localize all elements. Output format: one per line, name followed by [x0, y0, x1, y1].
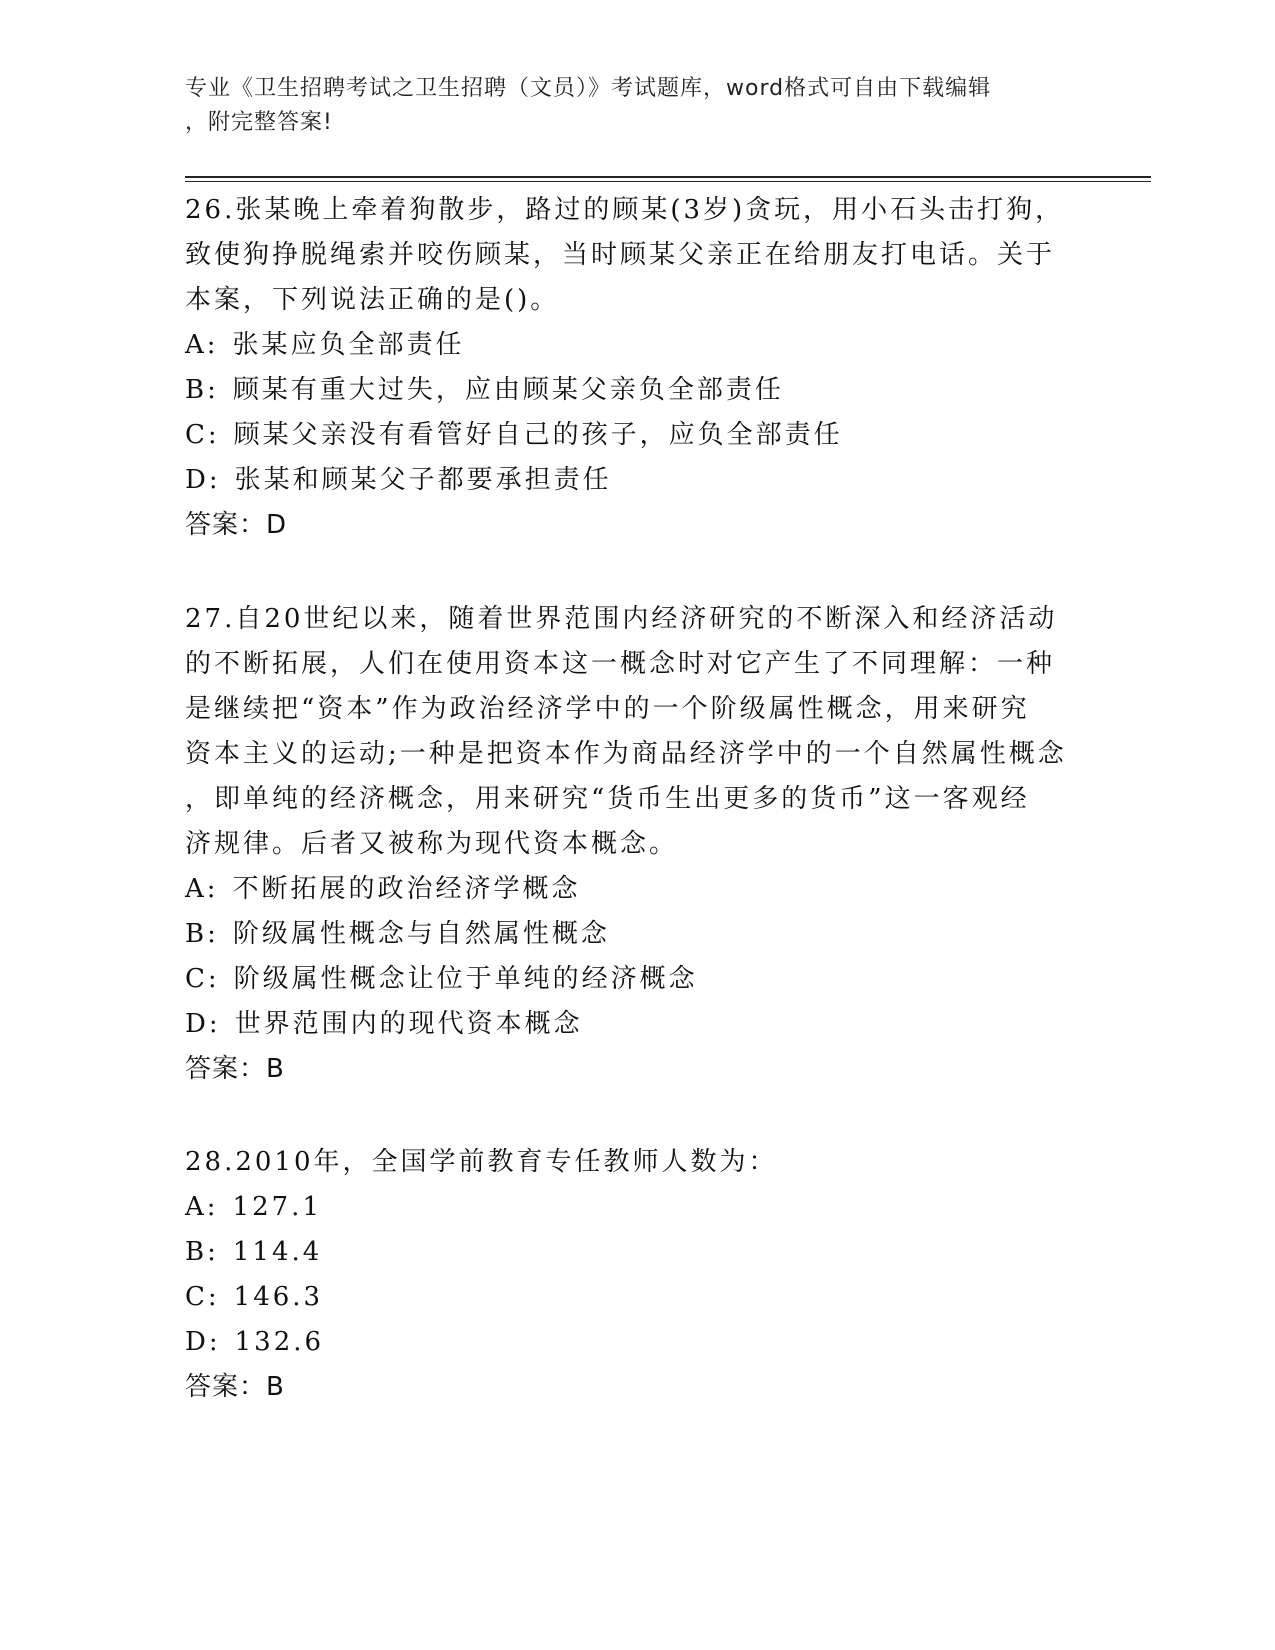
option-letter: A:	[185, 330, 219, 360]
option-text: 顾某有重大过失，应由顾某父亲负全部责任	[232, 375, 784, 405]
option-letter: B:	[185, 1237, 219, 1267]
option-a	[185, 1185, 1065, 1230]
option-letter: B:	[185, 375, 219, 405]
question-26	[185, 188, 1065, 548]
stem-line: 26.张某晚上牵着狗散步，路过的顾某(3岁)贪玩，用小石头击打狗，	[185, 195, 1065, 225]
option-b	[185, 368, 1065, 413]
option-a	[185, 323, 1065, 368]
header-line: ，附完整答案!	[185, 110, 333, 135]
option-a	[185, 867, 1065, 912]
question-stem	[185, 597, 1065, 867]
option-b	[185, 912, 1065, 957]
option-letter: C:	[185, 964, 220, 994]
header-divider-thin	[185, 181, 1151, 182]
answer-label: 答案：B	[185, 1054, 285, 1084]
option-letter: D:	[185, 1327, 221, 1357]
question-stem	[185, 188, 1065, 323]
option-letter: C:	[185, 420, 220, 450]
option-text: 张某应负全部责任	[232, 330, 465, 360]
option-text: 132.6	[234, 1327, 325, 1357]
stem-line: 济规律。后者又被称为现代资本概念。	[185, 829, 679, 859]
question-27	[185, 597, 1065, 1092]
stem-line: 本案，下列说法正确的是()。	[185, 285, 560, 315]
option-letter: D:	[185, 465, 221, 495]
stem-line: 的不断拓展，人们在使用资本这一概念时对它产生了不同理解：一种	[185, 649, 1056, 679]
option-letter: C:	[185, 1282, 220, 1312]
question-28	[185, 1140, 1065, 1410]
question-stem	[185, 1140, 1065, 1185]
option-text: 顾某父亲没有看管好自己的孩子，应负全部责任	[233, 420, 843, 450]
stem-line: 资本主义的运动;一种是把资本作为商品经济学中的一个自然属性概念	[185, 739, 1067, 769]
option-text: 146.3	[233, 1282, 324, 1312]
option-text: 不断拓展的政治经济学概念	[232, 874, 581, 904]
stem-line: 28.2010年，全国学前教育专任教师人数为：	[185, 1147, 778, 1177]
option-letter: B:	[185, 919, 219, 949]
option-text: 阶级属性概念让位于单纯的经济概念	[233, 964, 698, 994]
option-text: 127.1	[232, 1192, 322, 1222]
option-letter: D:	[185, 1009, 221, 1039]
header-line: 专业《卫生招聘考试之卫生招聘（文员）》考试题库，word格式可自由下载编辑	[185, 76, 992, 101]
option-d	[185, 1320, 1065, 1365]
document-header	[185, 72, 1065, 140]
option-text: 阶级属性概念与自然属性概念	[232, 919, 610, 949]
stem-line: ，即单纯的经济概念，用来研究“货币生出更多的货币”这一客观经	[185, 784, 1030, 814]
stem-line: 致使狗挣脱绳索并咬伤顾某，当时顾某父亲正在给朋友打电话。关于	[185, 240, 1056, 270]
option-d	[185, 458, 1065, 503]
option-c	[185, 1275, 1065, 1320]
option-letter: A:	[185, 1192, 219, 1222]
header-divider	[185, 176, 1151, 178]
answer-label: 答案：D	[185, 510, 288, 540]
option-text: 张某和顾某父子都要承担责任	[234, 465, 612, 495]
option-text: 世界范围内的现代资本概念	[234, 1009, 583, 1039]
option-c	[185, 957, 1065, 1002]
option-c	[185, 413, 1065, 458]
stem-line: 27.自20世纪以来，随着世界范围内经济研究的不断深入和经济活动	[185, 604, 1058, 634]
answer-label: 答案：B	[185, 1372, 285, 1402]
option-text: 114.4	[232, 1237, 323, 1267]
option-b	[185, 1230, 1065, 1275]
stem-line: 是继续把“资本”作为政治经济学中的一个阶级属性概念，用来研究	[185, 694, 1030, 724]
option-d	[185, 1002, 1065, 1047]
option-letter: A:	[185, 874, 219, 904]
